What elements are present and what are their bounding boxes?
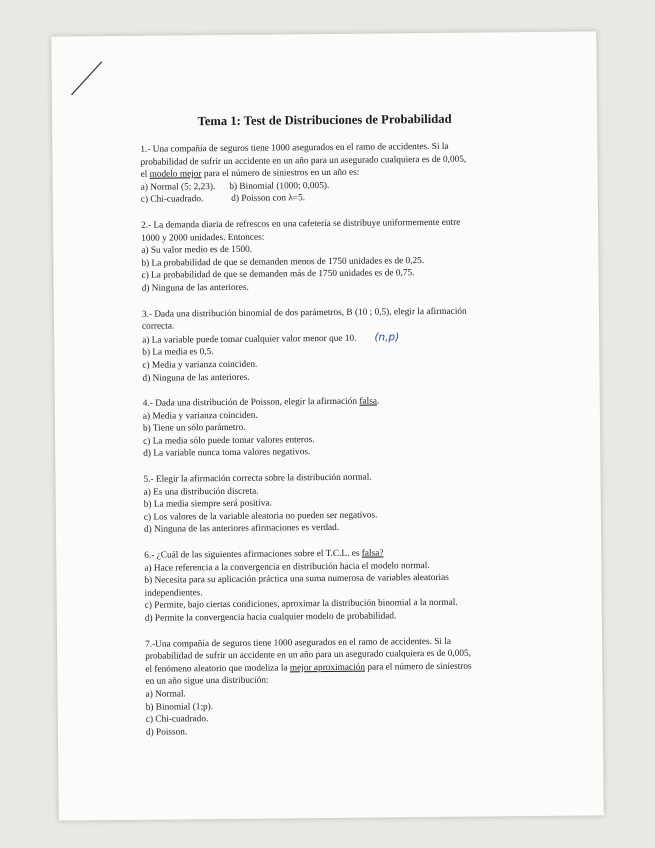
question-7-stem-line: 7.-Una compañía de seguros tiene 1000 asegurados en el ramo de accidentes. Si la (145, 636, 452, 650)
option-d: d) Permite la convergencia hacia cualquier modelo de probabilidad. (144, 611, 397, 624)
option-d: d) La variable nunca toma valores negativos. (143, 447, 311, 460)
option-a: a) Normal (5; 2,23). (140, 181, 216, 193)
underlined-phrase: falsa (359, 396, 378, 407)
question-4-stem-line: 4.- Dada una distribución de Poisson, elegir la afirmación falsa. (142, 396, 380, 409)
questions-list (140, 140, 566, 752)
option-a: a) Normal. (145, 689, 186, 700)
option-c: c) La media sólo puede tomar valores enteros. (143, 435, 315, 447)
option-c: c) Los valores de la variable aleatoria no pueden ser negativos. (143, 510, 378, 523)
question-1 (140, 140, 561, 207)
option-a: a) Hace referencia a la convergencia en distribución hacia el modelo normal. (144, 560, 430, 574)
option-b: b) La probabilidad de que se demanden menos de 1750 unidades es de 0,25. (141, 255, 425, 269)
question-3-stem-line: 3.- Dada una distribución binomial de dos parámetros, B (10 ; 0,5), elegir la afirmación (141, 306, 467, 320)
option-d: d) Poisson. (145, 727, 188, 738)
question-1-stem-line: probabilidad de sufrir un accidente en un año para un asegurado cualquiera es de 0,005, (140, 154, 467, 168)
question-4 (143, 394, 564, 461)
underlined-phrase: modelo mejor (149, 169, 202, 180)
option-d: d) Ninguna de las anteriores. (142, 372, 250, 384)
pen-stroke-mark (67, 58, 107, 98)
question-5-stem-line: 5.- Elegir la afirmación correcta sobre la distribución normal. (143, 472, 372, 485)
question-2 (141, 216, 562, 296)
option-d: d) Ninguna de las anteriores afirmaciones es verdad. (143, 523, 340, 536)
exam-sheet (51, 31, 604, 820)
question-6 (144, 546, 565, 626)
option-c: c) La probabilidad de que se demanden más de 1750 unidades es de 0,75. (141, 268, 415, 282)
option-b: b) Binomial (1;p). (145, 701, 214, 713)
option-b: b) Necesita para su aplicación práctica una suma numerosa de variables aleatorias (144, 573, 449, 586)
option-b: b) Binomial (1000; 0,005). (229, 180, 330, 192)
option-a: a) Es una distribución discreta. (143, 486, 259, 498)
question-1-options-row (141, 190, 561, 207)
question-2-stem-line: 2.- La demanda diaria de refrescos en una cafetería se distribuye uniformemente entre (141, 217, 461, 231)
option-d: d) Poisson con λ=5. (231, 193, 306, 205)
underlined-phrase: mejor aproximación (289, 662, 366, 674)
option-c: c) Permite, bajo ciertas condiciones, aproximar la distribución binomial a la normal. (144, 598, 458, 612)
question-7 (145, 634, 566, 739)
option-b-continuation: independientes. (144, 588, 203, 599)
question-7-stem-line: en un año sigue una distribución: (145, 675, 269, 688)
option-a: a) Su valor medio es de 1500. (141, 244, 253, 256)
option-c: c) Chi-cuadrado. (145, 714, 209, 725)
page-title: Tema 1: Test de Distribuciones de Probabilidad (197, 111, 452, 129)
option-b: b) Tiene un sólo parámetro. (142, 423, 246, 435)
option-d: d) Ninguna de las anteriores. (141, 282, 249, 294)
question-3-stem-line: correcta. (141, 321, 175, 332)
option-c: c) Chi-cuadrado. (140, 194, 204, 206)
question-1-stem-line: el modelo mejor para el número de siniestros en un año es: (140, 167, 360, 180)
question-7-stem-line: el fenómeno aleatorio que modeliza la mejor aproximación para el número de siniestros (145, 661, 472, 675)
question-2-stem-line: 1000 y 2000 unidades. Entonces: (141, 232, 265, 244)
question-3 (142, 304, 563, 385)
question-5 (143, 470, 564, 537)
question-6-stem-line: 6.- ¿Cuál de las siguientes afirmaciones sobre el T.C.L. es falsa? (144, 548, 384, 561)
underlined-phrase: falsa? (361, 548, 384, 559)
option-b: b) La media es 0,5. (142, 347, 214, 359)
question-1-stem-line: 1.- Una compañía de seguros tiene 1000 asegurados en el ramo de accidentes. Si la (140, 141, 449, 155)
option-a: a) Media y varianza coinciden. (142, 410, 258, 422)
option-b: b) La media siempre será positiva. (143, 498, 272, 511)
question-7-stem-line: probabilidad de sufrir un accidente en un año para un asegurado cualquiera es de 0,005, (145, 648, 472, 662)
option-c: c) Media y varianza coinciden. (142, 359, 258, 371)
handwritten-annotation: (n,p) (374, 331, 400, 344)
option-a: a) La variable puede tomar cualquier valor menor que 10. (142, 333, 357, 346)
